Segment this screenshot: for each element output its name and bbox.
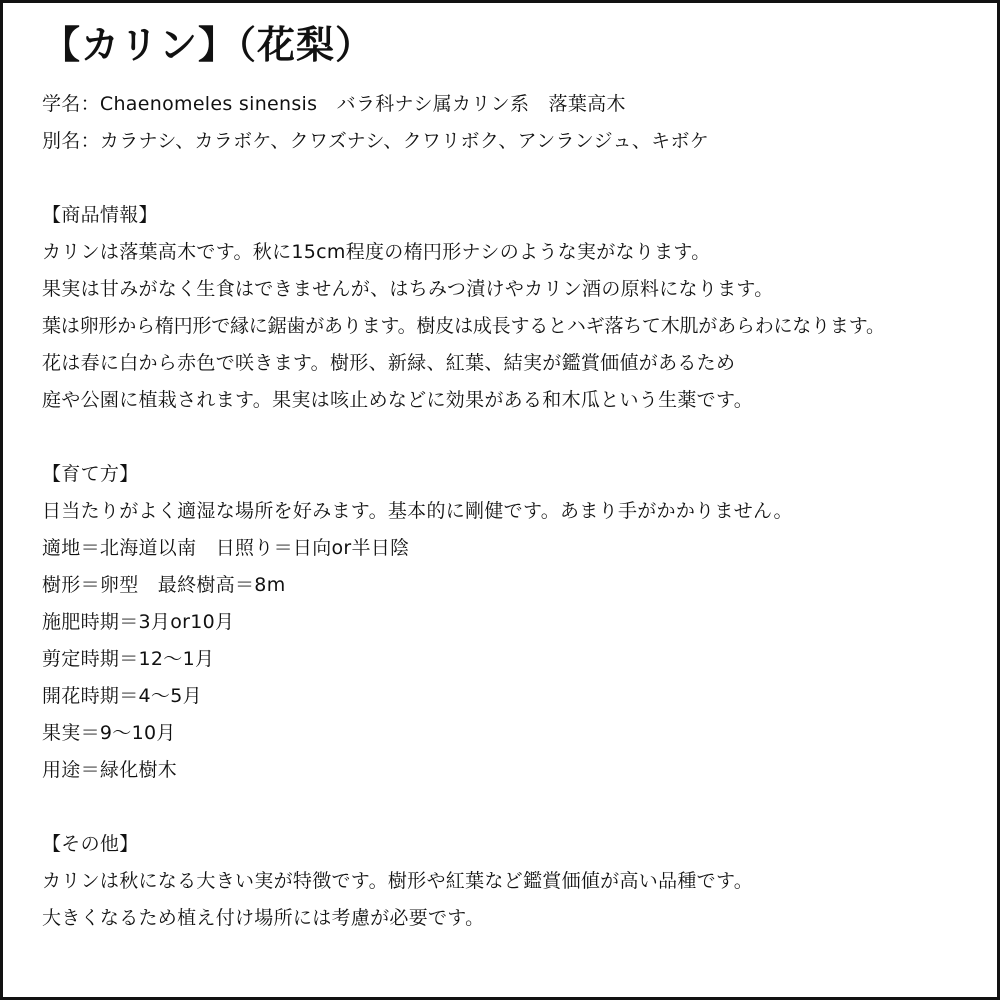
other-line: 大きくなるため植え付け場所には考慮が必要です。 — [42, 907, 485, 929]
care-line: 適地＝北海道以南 日照り＝日向or半日陰 — [42, 537, 410, 559]
alias-line: 別名：カラナシ、カラボケ、クワズナシ、クワリボク、アンランジュ、キボケ — [42, 130, 710, 152]
product-line: 葉は卵形から楕円形で縁に鋸歯があります。樹皮は成長するとハギ落ちて木肌があらわになります。 — [42, 315, 885, 337]
care-line: 樹形＝卵型 最終樹高＝8m — [42, 574, 286, 596]
spacer — [42, 160, 992, 197]
care-line: 用途＝緑化樹木 — [42, 759, 178, 781]
product-line: 花は春に白から赤色で咲きます。樹形、新緑、紅葉、結実が鑑賞価値があるため — [42, 352, 736, 374]
other-section — [42, 826, 992, 937]
product-line: 果実は甘みがなく生食はできませんが、はちみつ漬けやカリン酒の原料になります。 — [42, 278, 774, 300]
product-line: 庭や公園に植栽されます。果実は咳止めなどに効果がある和木瓜という生薬です。 — [42, 389, 754, 411]
scientific-name-line: 学名：Chaenomeles sinensis バラ科ナシ属カリン系 落葉高木 — [42, 93, 626, 115]
care-line: 日当たりがよく適湿な場所を好みます。基本的に剛健です。あまり手がかかりません。 — [42, 500, 793, 522]
care-line: 施肥時期＝3月or10月 — [42, 611, 235, 633]
care-line: 果実＝9～10月 — [42, 722, 176, 744]
care-section — [42, 456, 992, 789]
product-line: カリンは落葉高木です。秋に15cm程度の楕円形ナシのような実がなります。 — [42, 241, 711, 263]
document-body — [42, 22, 992, 937]
spacer — [42, 419, 992, 456]
spacer — [42, 789, 992, 826]
info-section — [42, 86, 992, 160]
care-line: 開花時期＝4～5月 — [42, 685, 202, 707]
section-heading: 【その他】 — [42, 833, 139, 855]
product-info-section — [42, 197, 992, 419]
section-heading: 【商品情報】 — [42, 204, 158, 226]
page-title: 【カリン】（花梨） — [42, 23, 375, 67]
section-heading: 【育て方】 — [42, 463, 139, 485]
other-line: カリンは秋になる大きい実が特徴です。樹形や紅葉など鑑賞価値が高い品種です。 — [42, 870, 754, 892]
care-line: 剪定時期＝12～1月 — [42, 648, 215, 670]
